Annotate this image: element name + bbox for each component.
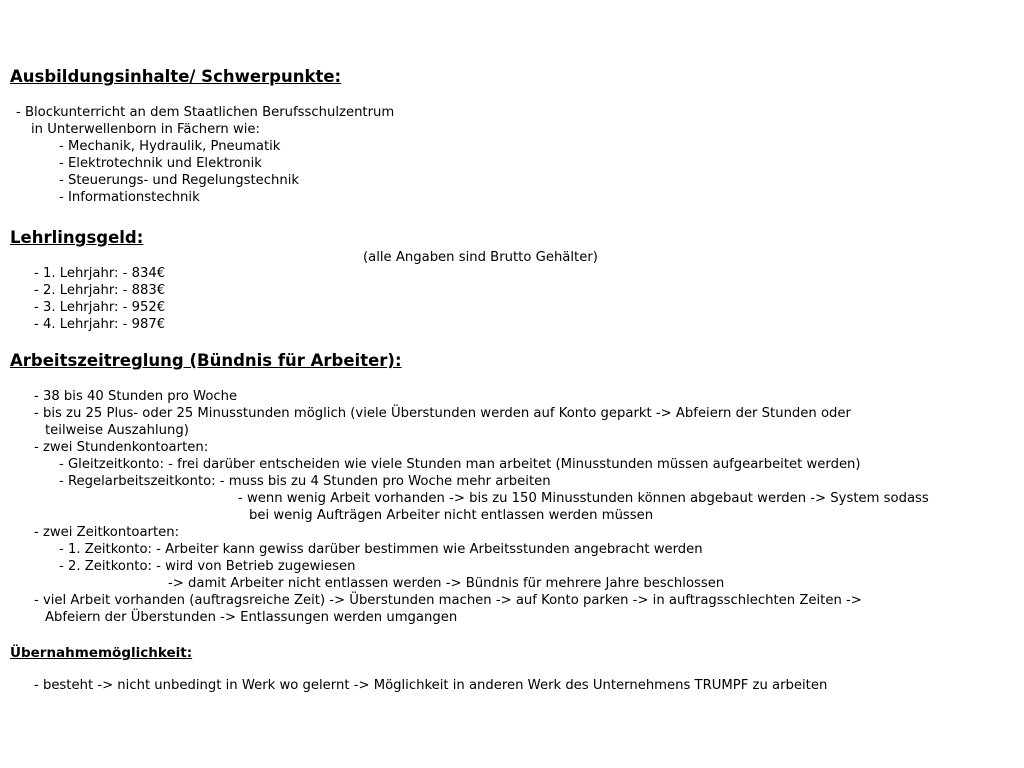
list-item: - Informationstechnik bbox=[59, 190, 200, 205]
heading-arbeitszeitreglung: Arbeitszeitreglung (Bündnis für Arbeiter): bbox=[10, 351, 402, 370]
list-item: - 1. Lehrjahr: - 834€ bbox=[34, 266, 166, 281]
list-item: - Elektrotechnik und Elektronik bbox=[59, 156, 262, 171]
list-item: - wenn wenig Arbeit vorhanden -> bis zu 150 Minusstunden können abgebaut werden -> System sodass bbox=[238, 491, 929, 506]
list-item: - Blockunterricht an dem Staatlichen Berufsschulzentrum bbox=[16, 105, 395, 120]
list-item: - 38 bis 40 Stunden pro Woche bbox=[34, 389, 238, 404]
list-item: -> damit Arbeiter nicht entlassen werden -> Bündnis für mehrere Jahre beschlossen bbox=[168, 576, 725, 591]
heading-lehrlingsgeld: Lehrlingsgeld: bbox=[10, 228, 144, 247]
list-item: - besteht -> nicht unbedingt in Werk wo gelernt -> Möglichkeit in anderen Werk des Unternehmens TRUMPF zu arbeiten bbox=[34, 678, 828, 693]
list-item: - 2. Zeitkonto: - wird von Betrieb zugewiesen bbox=[59, 559, 356, 574]
brutto-note: (alle Angaben sind Brutto Gehälter) bbox=[363, 250, 598, 265]
list-item: - 4. Lehrjahr: - 987€ bbox=[34, 317, 166, 332]
list-item: - zwei Zeitkontoarten: bbox=[34, 525, 180, 540]
list-item: - 1. Zeitkonto: - Arbeiter kann gewiss darüber bestimmen wie Arbeitsstunden angebracht werden bbox=[59, 542, 703, 557]
list-item: - 3. Lehrjahr: - 952€ bbox=[34, 300, 166, 315]
heading-uebernahmemoeglichkeit: Übernahmemöglichkeit: bbox=[10, 645, 193, 661]
list-item: - 2. Lehrjahr: - 883€ bbox=[34, 283, 166, 298]
list-item: teilweise Auszahlung) bbox=[45, 423, 189, 438]
list-item: - Mechanik, Hydraulik, Pneumatik bbox=[59, 139, 281, 154]
list-item: in Unterwellenborn in Fächern wie: bbox=[31, 122, 260, 137]
heading-ausbildungsinhalte: Ausbildungsinhalte/ Schwerpunkte: bbox=[10, 67, 342, 86]
list-item: Abfeiern der Überstunden -> Entlassungen werden umgangen bbox=[45, 610, 458, 625]
list-item: - zwei Stundenkontoarten: bbox=[34, 440, 209, 455]
list-item: - viel Arbeit vorhanden (auftragsreiche Zeit) -> Überstunden machen -> auf Konto parken -> in auftragsschlechten Zeiten -> bbox=[34, 593, 862, 608]
list-item: - Gleitzeitkonto: - frei darüber entscheiden wie viele Stunden man arbeitet (Minusstunden müssen aufgearbeitet werden) bbox=[59, 457, 861, 472]
list-item: - Regelarbeitszeitkonto: - muss bis zu 4 Stunden pro Woche mehr arbeiten bbox=[59, 474, 551, 489]
list-item: - bis zu 25 Plus- oder 25 Minusstunden möglich (viele Überstunden werden auf Konto geparkt -> Abfeiern der Stunden oder bbox=[34, 406, 851, 421]
list-item: bei wenig Aufträgen Arbeiter nicht entlassen werden müssen bbox=[249, 508, 654, 523]
list-item: - Steuerungs- und Regelungstechnik bbox=[59, 173, 300, 188]
